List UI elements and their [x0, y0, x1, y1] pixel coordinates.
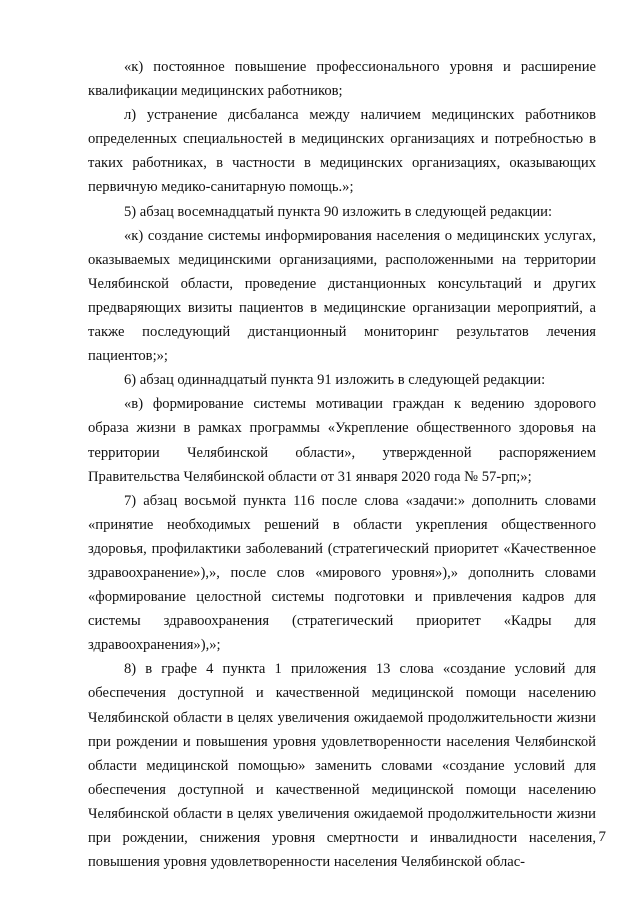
paragraph-l-staff-imbalance: л) устранение дисбаланса между наличием медицинских работников определенных специальностей в медицинских организациях и потребностью в таких работниках, в частности в медицинских организациях, оказывающих первичную медико-санитарную помощь.»; — [88, 107, 596, 196]
document-body — [88, 55, 596, 874]
paragraph-item-6: 6) абзац одиннадцатый пункта 91 изложить в следующей редакции: — [124, 372, 546, 389]
paragraph-item-8: 8) в графе 4 пункта 1 приложения 13 слова «создание условий для обеспечения доступной и качественной медицинской помощи населению Челябинской области в целях увеличения ожидаемой продолжительности жизни при рождении и повышения уровня удовлетворенности населения Челябинской области медицинской помощью» заменить словами «создание условий для обеспечения доступной и качественной медицинской помощи населению Челябинской области в целях увеличения ожидаемой продолжительности жизни при рождении, снижения уровня смертности и инвалидности населения, повышения уровня удовлетворенности населения Челябинской облас- — [88, 661, 596, 871]
paragraph-item-5: 5) абзац восемнадцатый пункта 90 изложить в следующей редакции: — [124, 203, 553, 220]
paragraph-k-professional-level: «к) постоянное повышение профессионального уровня и расширение квалификации медицинских работников; — [88, 59, 596, 100]
page-number: 7 — [598, 829, 606, 845]
paragraph-k-information-system: «к) создание системы информирования населения о медицинских услугах, оказываемых медицинскими организациями, расположенными на территории Челябинской области, проведение дистанционных консультаций и других предваряющих визиты пациентов в медицинские организации мероприятий, а также последующий дистанционный мониторинг результатов лечения пациентов;»; — [88, 227, 596, 365]
paragraph-item-7: 7) абзац восьмой пункта 116 после слова «задачи:» дополнить словами «принятие необходимых решений в области укрепления общественного здоровья, профилактики заболеваний (стратегический приоритет «Качественное здравоохранение»),», после слов «мирового уровня»),» дополнить словами «формирование целостной системы подготовки и привлечения кадров для системы здравоохранения (стратегический приоритет «Кадры для здравоохранения»),»; — [88, 492, 596, 654]
paragraph-v-healthy-lifestyle: «в) формирование системы мотивации граждан к ведению здорового образа жизни в рамках программы «Укрепление общественного здоровья на территории Челябинской области», утвержденной распоряжением Правительства Челябинской области от 31 января 2020 года № 57-рп;»; — [88, 396, 596, 485]
